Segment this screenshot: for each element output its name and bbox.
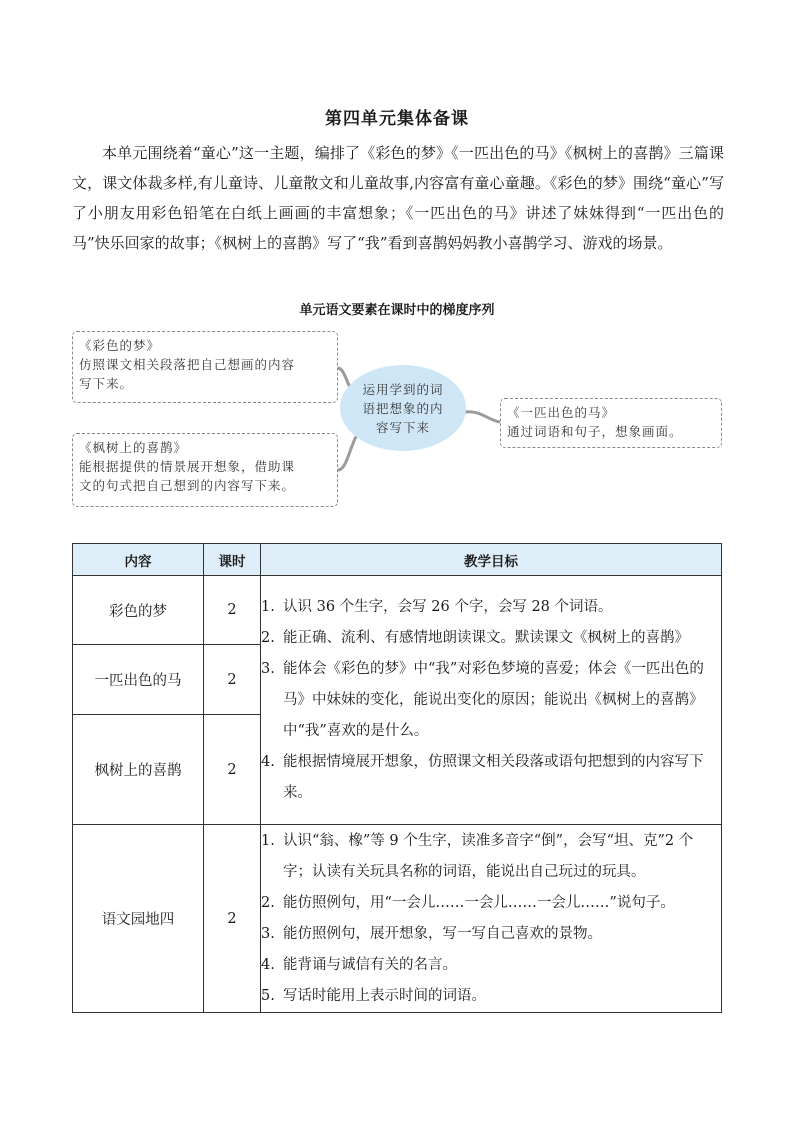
- goal-item: [261, 981, 721, 1012]
- goal-item: [261, 888, 721, 919]
- table-header-row: [73, 544, 722, 576]
- goal-num: 3.: [261, 660, 275, 677]
- header-hours: 课时: [204, 544, 261, 576]
- goals-cell-group1: [261, 576, 722, 825]
- lesson-hours: 2: [204, 576, 261, 645]
- teaching-goals-table: [72, 543, 722, 1013]
- intro-paragraph: 本单元围绕着“童心”这一主题，编排了《彩色的梦》《一匹出色的马》《枫树上的喜鹊》三篇课文，课文体裁多样,有儿童诗、儿童散文和儿童故事,内容富有童心童趣。《彩色的梦》围绕“童心”写了小朋友用彩色铅笔在白纸上画画的丰富想象；《一匹出色的马》讲述了妹妹得到“一匹出色的马”快乐回家的故事；《枫树上的喜鹊》写了“我”看到喜鹊妈妈教小喜鹊学习、游戏的场景。: [72, 144, 724, 252]
- box-line: 《彩色的梦》: [79, 338, 161, 353]
- goal-text: 认识 36 个生字，会写 26 个字，会写 28 个词语。: [283, 598, 613, 615]
- goal-item: [261, 747, 721, 809]
- goal-item: [261, 592, 721, 623]
- goal-text: 能体会《彩色的梦》中“我”对彩色梦境的喜爱；体会《一匹出色的马》中妹妹的变化，能说出变化的原因；能说出《枫树上的喜鹊》中“我”喜欢的是什么。: [283, 660, 704, 739]
- box-line: 写下来。: [79, 376, 134, 391]
- bubble-line: 容写下来: [375, 419, 430, 435]
- lesson-box-caise-de-meng: [72, 331, 338, 403]
- lesson-box-fengshu-shang-de-xique: [72, 433, 338, 507]
- lesson-hours: 2: [204, 825, 261, 1013]
- goal-num: 1.: [261, 832, 275, 849]
- lesson-name: 彩色的梦: [73, 576, 204, 645]
- lesson-hours: 2: [204, 715, 261, 825]
- box-line: 能根据提供的情景展开想象，借助课: [79, 459, 296, 474]
- table-row: [73, 825, 722, 1013]
- goal-item: [261, 919, 721, 950]
- goal-num: 2.: [261, 894, 275, 911]
- lesson-name: 一匹出色的马: [73, 645, 204, 715]
- box-line: 《枫树上的喜鹊》: [79, 440, 188, 455]
- bubble-line: 运用学到的词: [362, 381, 444, 397]
- center-bubble: [340, 365, 466, 451]
- goal-num: 2.: [261, 629, 275, 646]
- box-line: 《一匹出色的马》: [507, 405, 616, 420]
- goal-text: 写话时能用上表示时间的词语。: [283, 987, 486, 1004]
- lesson-name: 枫树上的喜鹊: [73, 715, 204, 825]
- lesson-hours: 2: [204, 645, 261, 715]
- lesson-box-yipi-chuse-de-ma: [500, 398, 722, 448]
- goal-num: 5.: [261, 987, 275, 1004]
- goal-item: [261, 826, 721, 888]
- bubble-line: 语把想象的内: [362, 400, 444, 416]
- goal-num: 4.: [261, 753, 275, 770]
- goal-text: 能正确、流利、有感情地朗读课文。默读课文《枫树上的喜鹊》: [283, 629, 689, 646]
- goal-item: [261, 950, 721, 981]
- page-title: 第四单元集体备课: [325, 109, 469, 129]
- goal-num: 3.: [261, 925, 275, 942]
- goal-text: 能仿照例句，用“一会儿……一会儿……一会儿……”说句子。: [283, 894, 675, 911]
- lesson-name: 语文园地四: [73, 825, 204, 1013]
- goals-cell-group2: [261, 825, 722, 1013]
- table-row: [73, 576, 722, 645]
- box-line: 通过词语和句子，想象画面。: [507, 424, 683, 439]
- goal-item: [261, 654, 721, 747]
- goal-num: 4.: [261, 956, 275, 973]
- connector-right: [465, 412, 500, 422]
- goal-text: 能根据情境展开想象，仿照课文相关段落或语句把想到的内容写下来。: [283, 753, 704, 801]
- goal-text: 认识“翁、橡”等 9 个生字，读准多音字“倒”，会写“坦、克”2 个字；认读有关玩具名称的词语，能说出自己玩过的玩具。: [283, 832, 694, 880]
- goal-text: 能背诵与诚信有关的名言。: [283, 956, 457, 973]
- header-goals: 教学目标: [261, 544, 722, 576]
- goal-num: 1.: [261, 598, 275, 615]
- goal-text: 能仿照例句，展开想象，写一写自己喜欢的景物。: [283, 925, 602, 942]
- box-line: 仿照课文相关段落把自己想画的内容: [79, 357, 296, 372]
- diagram-title: 单元语文要素在课时中的梯度序列: [299, 303, 495, 318]
- goal-item: [261, 623, 721, 654]
- header-content: 内容: [73, 544, 204, 576]
- box-line: 文的句式把自己想到的内容写下来。: [79, 478, 296, 493]
